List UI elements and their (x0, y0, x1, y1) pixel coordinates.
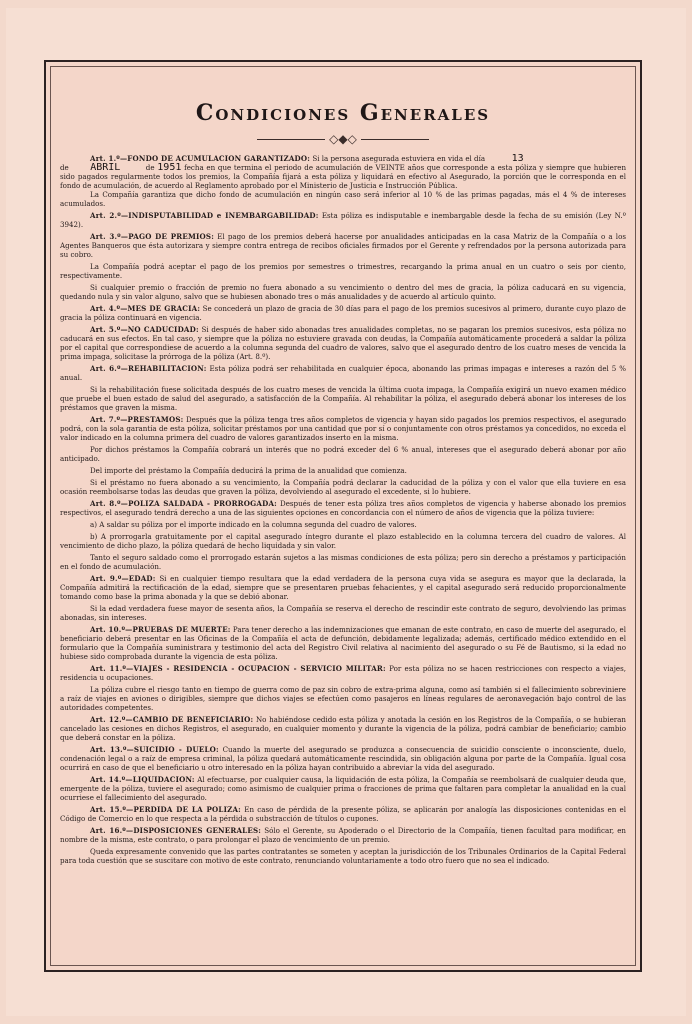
article-text: Tanto el seguro saldado como el prorrogado estarán sujetos a las mismas condiciones de esta póliza; pero sin derecho a préstamos y participación en el fondo de acumulación. (60, 553, 626, 571)
article-text: Después de tener esta póliza tres años completos de vigencia y haberse abonado los premios respectivos, el asegurado tendrá derecho a una de las siguientes opciones en concordancia con el número de años de vigencia que la póliza tuviere: (60, 499, 626, 517)
article-text: Si en cualquier tiempo resultara que la edad verdadera de la persona cuya vida se asegura es mayor que la declarada, la Compañía admitirá la rectificación de la edad, siempre que se presentaren pruebas fehacientes, y el capital asegurado será reducido proporcionalmente tomando como base la prima abonada y la que se debió abonar. (60, 574, 626, 601)
article-paragraph (60, 520, 626, 529)
article-text: La Compañía podrá aceptar el pago de los premios por semestres o trimestres, recargando la prima anual en un cuatro o seis por ciento, respectivamente. (60, 262, 626, 280)
article-paragraph (60, 445, 626, 463)
article-text: b) A prorrogarla gratuitamente por el capital asegurado íntegro durante el plazo establecido en la columna tercera del cuadro de valores. Al vencimiento de dicho plazo, la póliza quedará de hecho liquidada y sin valor. (60, 532, 626, 550)
article-paragraph (60, 211, 626, 229)
filled-year: 1951 (157, 162, 182, 173)
article-paragraph (60, 574, 626, 601)
de-label: de (60, 163, 69, 172)
article-heading: Art. 15.º—PERDIDA DE LA POLIZA: (90, 805, 241, 814)
article-paragraph (60, 466, 626, 475)
article-heading: Art. 10.º—PRUEBAS DE MUERTE: (90, 625, 231, 634)
article-heading: Art. 4.º—MES DE GRACIA: (90, 304, 201, 313)
article-paragraph (60, 232, 626, 259)
article-text: No habiéndose cedido esta póliza y anotada la cesión en los Registros de la Compañía, o se hubieran cancelado las cesiones en dichos Registros, el asegurado, en cualquier momento y durante la vigencia de la póliza, podrá cambiar de beneficiario; cambio que deberá constar en la póliza. (60, 715, 626, 742)
article-text: Esta póliza es indisputable e inembargable desde la fecha de su emisión (Ley N.º 3942). (60, 211, 626, 229)
article-paragraph (60, 415, 626, 442)
article-text: Después que la póliza tenga tres años completos de vigencia y hayan sido pagados los premios respectivos, el asegurado podrá, con la sola garantía de esta póliza, solicitar préstamos por una cantidad que por sí o conjuntamente con otros préstamos ya concedidos, no exceda el valor indicado en la columna primera del cuadro de valores garantizados inserto en la misma. (60, 415, 626, 442)
article-paragraph (60, 685, 626, 712)
article-paragraph (60, 745, 626, 772)
document-page (6, 8, 686, 1016)
article-heading: Art. 6.º—REHABILITACION: (90, 364, 207, 373)
article-heading: Art. 11.º—VIAJES - RESIDENCIA - OCUPACION - SERVICIO MILITAR: (90, 664, 386, 673)
article-text: Para tener derecho a las indemnizaciones que emanan de este contrato, en caso de muerte del asegurado, el beneficiario deberá presentar en las Oficinas de la Compañía el acta de defunción, debidamente legalizada; además, certificado médico extendido en el formulario que la Compañía suministrara y testimonio del acta del Registro Civil relativa al nacimiento del asegurado o su Fé de Bautismo, si la edad no hubiese sido comprobada durante la vigencia de esta póliza. (60, 625, 626, 661)
ornament-icon: ◇◆◇ (329, 132, 357, 146)
de-label: de (145, 163, 155, 172)
article-heading: Art. 2.º—INDISPUTABILIDAD e INEMBARGABILIDAD: (90, 211, 319, 220)
filled-month: ABRIL (90, 162, 121, 173)
article-heading: Art. 12.º—CAMBIO DE BENEFICIARIO: (90, 715, 254, 724)
article-text: Si después de haber sido abonadas tres anualidades completas, no se pagaran los premios sucesivos, esta póliza no caducará en sus efectos. En tal caso, y siempre que la póliza no estuviere gravada con deudas, la Compañía automáticamente procederá a saldar la póliza por el capital que correspondiese de acuerdo a la columna segunda del cuadro de valores, salvo que el asegurado dentro de los cuatro meses de vencida la prima impaga, solicitase la prórroga de la póliza (Art. 8.º). (60, 325, 626, 361)
article-paragraph (60, 625, 626, 661)
article-text: Por dichos préstamos la Compañía cobrará un interés que no podrá exceder del 6 % anual, intereses que el asegurado deberá abonar por año anticipado. (60, 445, 626, 463)
article-text: Se concederá un plazo de gracia de 30 días para el pago de los premios sucesivos al primero, durante cuyo plazo de gracia la póliza continuará en vigencia. (60, 304, 626, 322)
article-paragraph (60, 262, 626, 280)
article-paragraph (60, 364, 626, 382)
article-paragraph (60, 478, 626, 496)
article-text: Esta póliza podrá ser rehabilitada en cualquier época, abonando las primas impagas e intereses a razón del 5 % anual. (60, 364, 626, 382)
article-text: Por esta póliza no se hacen restricciones con respecto a viajes, residencia u ocupaciones. (60, 664, 626, 682)
article-heading: Art. 9.º—EDAD: (90, 574, 156, 583)
article-paragraph (60, 715, 626, 742)
article-paragraph (60, 805, 626, 823)
conditions-body (60, 154, 626, 868)
article-text: La Compañía garantiza que dicho fondo de acumulación en ningún caso será inferior al 10 % de las primas pagadas, más el 4 % de intereses acumulados. (60, 190, 626, 208)
article-text: a) A saldar su póliza por el importe indicado en la columna segunda del cuadro de valores. (90, 520, 417, 529)
article-paragraph (60, 604, 626, 622)
article-text: Si la edad verdadera fuese mayor de sesenta años, la Compañía se reserva el derecho de rescindir este contrato de seguro, devolviendo las primas abonadas, sin intereses. (60, 604, 626, 622)
article-heading: Art. 5.º—NO CADUCIDAD: (90, 325, 199, 334)
article-text: Al efectuarse, por cualquier causa, la liquidación de esta póliza, la Compañía se reembolsará de cualquier deuda que, emergente de la póliza, tuviere el asegurado; como asimismo de cualquier prima o fracciones de prima que faltaren para completar la anualidad en la cual ocurriese el fallecimiento del asegurado. (60, 775, 626, 802)
article-paragraph (60, 826, 626, 844)
filled-day: 13 (511, 153, 524, 164)
article-heading: Art. 1.º—FONDO DE ACUMULACION GARANTIZADO: (90, 154, 311, 163)
article-heading: Art. 16.º—DISPOSICIONES GENERALES: (90, 826, 262, 835)
article-paragraph (60, 304, 626, 322)
article-text: fecha en que termina el periodo de acumulación de VEINTE años que corresponde a esta póliza y siempre que hubieren sido pagados regularmente todos los premios, la Compañía fijará a esta póliza y liquidará en efectivo al Asegurado, la porción que le corresponda en el fondo de acumulación, de acuerdo al Reglamento aprobado por el Ministerio de Justicia e Instrucción Pública. (60, 163, 627, 190)
article-text: En caso de pérdida de la presente póliza, se aplicarán por analogía las disposiciones contenidas en el Código de Comercio en lo que respecta a la pérdida o substracción de títulos o cupones. (60, 805, 627, 823)
article-paragraph (60, 283, 626, 301)
article-text: Si cualquier premio o fracción de premio no fuera abonado a su vencimiento o dentro del mes de gracia, la póliza caducará en su vigencia, quedando nula y sin valor alguno, salvo que se hubiesen abonado tres o más anualidades y de acuerdo al artículo quinto. (60, 283, 626, 301)
article-text: Si la persona asegurada estuviera en vida el día (312, 154, 486, 163)
article-text: La póliza cubre el riesgo tanto en tiempo de guerra como de paz sin cobro de extra-prima alguna, como así también si el fallecimiento sobreviniere a raíz de viajes en aviones o dirigibles, siempre que dichos viajes se efectúen como pasajeros en líneas regulares de aeronavegación bajo control de las autoridades competentes. (60, 685, 626, 712)
article-text: El pago de los premios deberá hacerse por anualidades anticipadas en la casa Matriz de la Compañía o a los Agentes Banqueros que ésta autorizara y siempre contra entrega de recibos oficiales firmados por el Gerente y refrendados por la persona autorizada para su cobro. (60, 232, 626, 259)
article-1 (60, 154, 626, 208)
article-heading: Art. 8.º—POLIZA SALDADA - PRORROGADA: (90, 499, 277, 508)
article-paragraph (60, 385, 626, 412)
article-text: Cuando la muerte del asegurado se produzca a consecuencia de suicidio consciente o inconsciente, duelo, condenación legal o a raíz de empresa criminal, la póliza quedará automáticamente rescindida, sin obligación alguna por parte de la Compañía. Igual cosa ocurrirá en caso de que el beneficiario u otro interesado en la póliza hayan contribuido a abreviar la vida del asegurado. (60, 745, 626, 772)
article-paragraph (60, 847, 626, 865)
article-paragraph (60, 553, 626, 571)
article-paragraph (60, 499, 626, 517)
article-heading: Art. 14.º—LIQUIDACION: (90, 775, 195, 784)
title-ornament (46, 132, 640, 146)
bordered-frame (44, 60, 642, 972)
article-text: Sólo el Gerente, su Apoderado o el Directorio de la Compañía, tienen facultad para modificar, en nombre de la misma, este contrato, o para prolongar el plazo de vencimiento de un premio. (60, 826, 626, 844)
page-title: Condiciones Generales (195, 100, 491, 126)
article-paragraph (60, 664, 626, 682)
article-paragraph (60, 325, 626, 361)
article-heading: Art. 3.º—PAGO DE PREMIOS: (90, 232, 215, 241)
article-text: Del importe del préstamo la Compañía deducirá la prima de la anualidad que comienza. (90, 466, 407, 475)
article-heading: Art. 13.º—SUICIDIO - DUELO: (90, 745, 219, 754)
article-paragraph (60, 775, 626, 802)
article-text: Si el préstamo no fuera abonado a su vencimiento, la Compañía podrá declarar la caducidad de la póliza y con el valor que ella tuviere en esa ocasión reembolsarse todas las deudas que graven la póliza, devolviendo al asegurado el excedente, si lo hubiere. (60, 478, 626, 496)
article-text: Queda expresamente convenido que las partes contratantes se someten y aceptan la jurisdicción de los Tribunales Ordinarios de la Capital Federal para toda cuestión que se suscitare con motivo de este contrato, renunciando voluntariamente a todo otro fuero que no sea el indicado. (60, 847, 626, 865)
article-text: Si la rehabilitación fuese solicitada después de los cuatro meses de vencida la última cuota impaga, la Compañía exigirá un nuevo examen médico que pruebe el buen estado de salud del asegurado, a satisfacción de la Compañía. Al rehabilitar la póliza, el asegurado deberá abonar los intereses de los préstamos que graven la misma. (60, 385, 626, 412)
article-heading: Art. 7.º—PRESTAMOS: (90, 415, 184, 424)
article-paragraph (60, 532, 626, 550)
